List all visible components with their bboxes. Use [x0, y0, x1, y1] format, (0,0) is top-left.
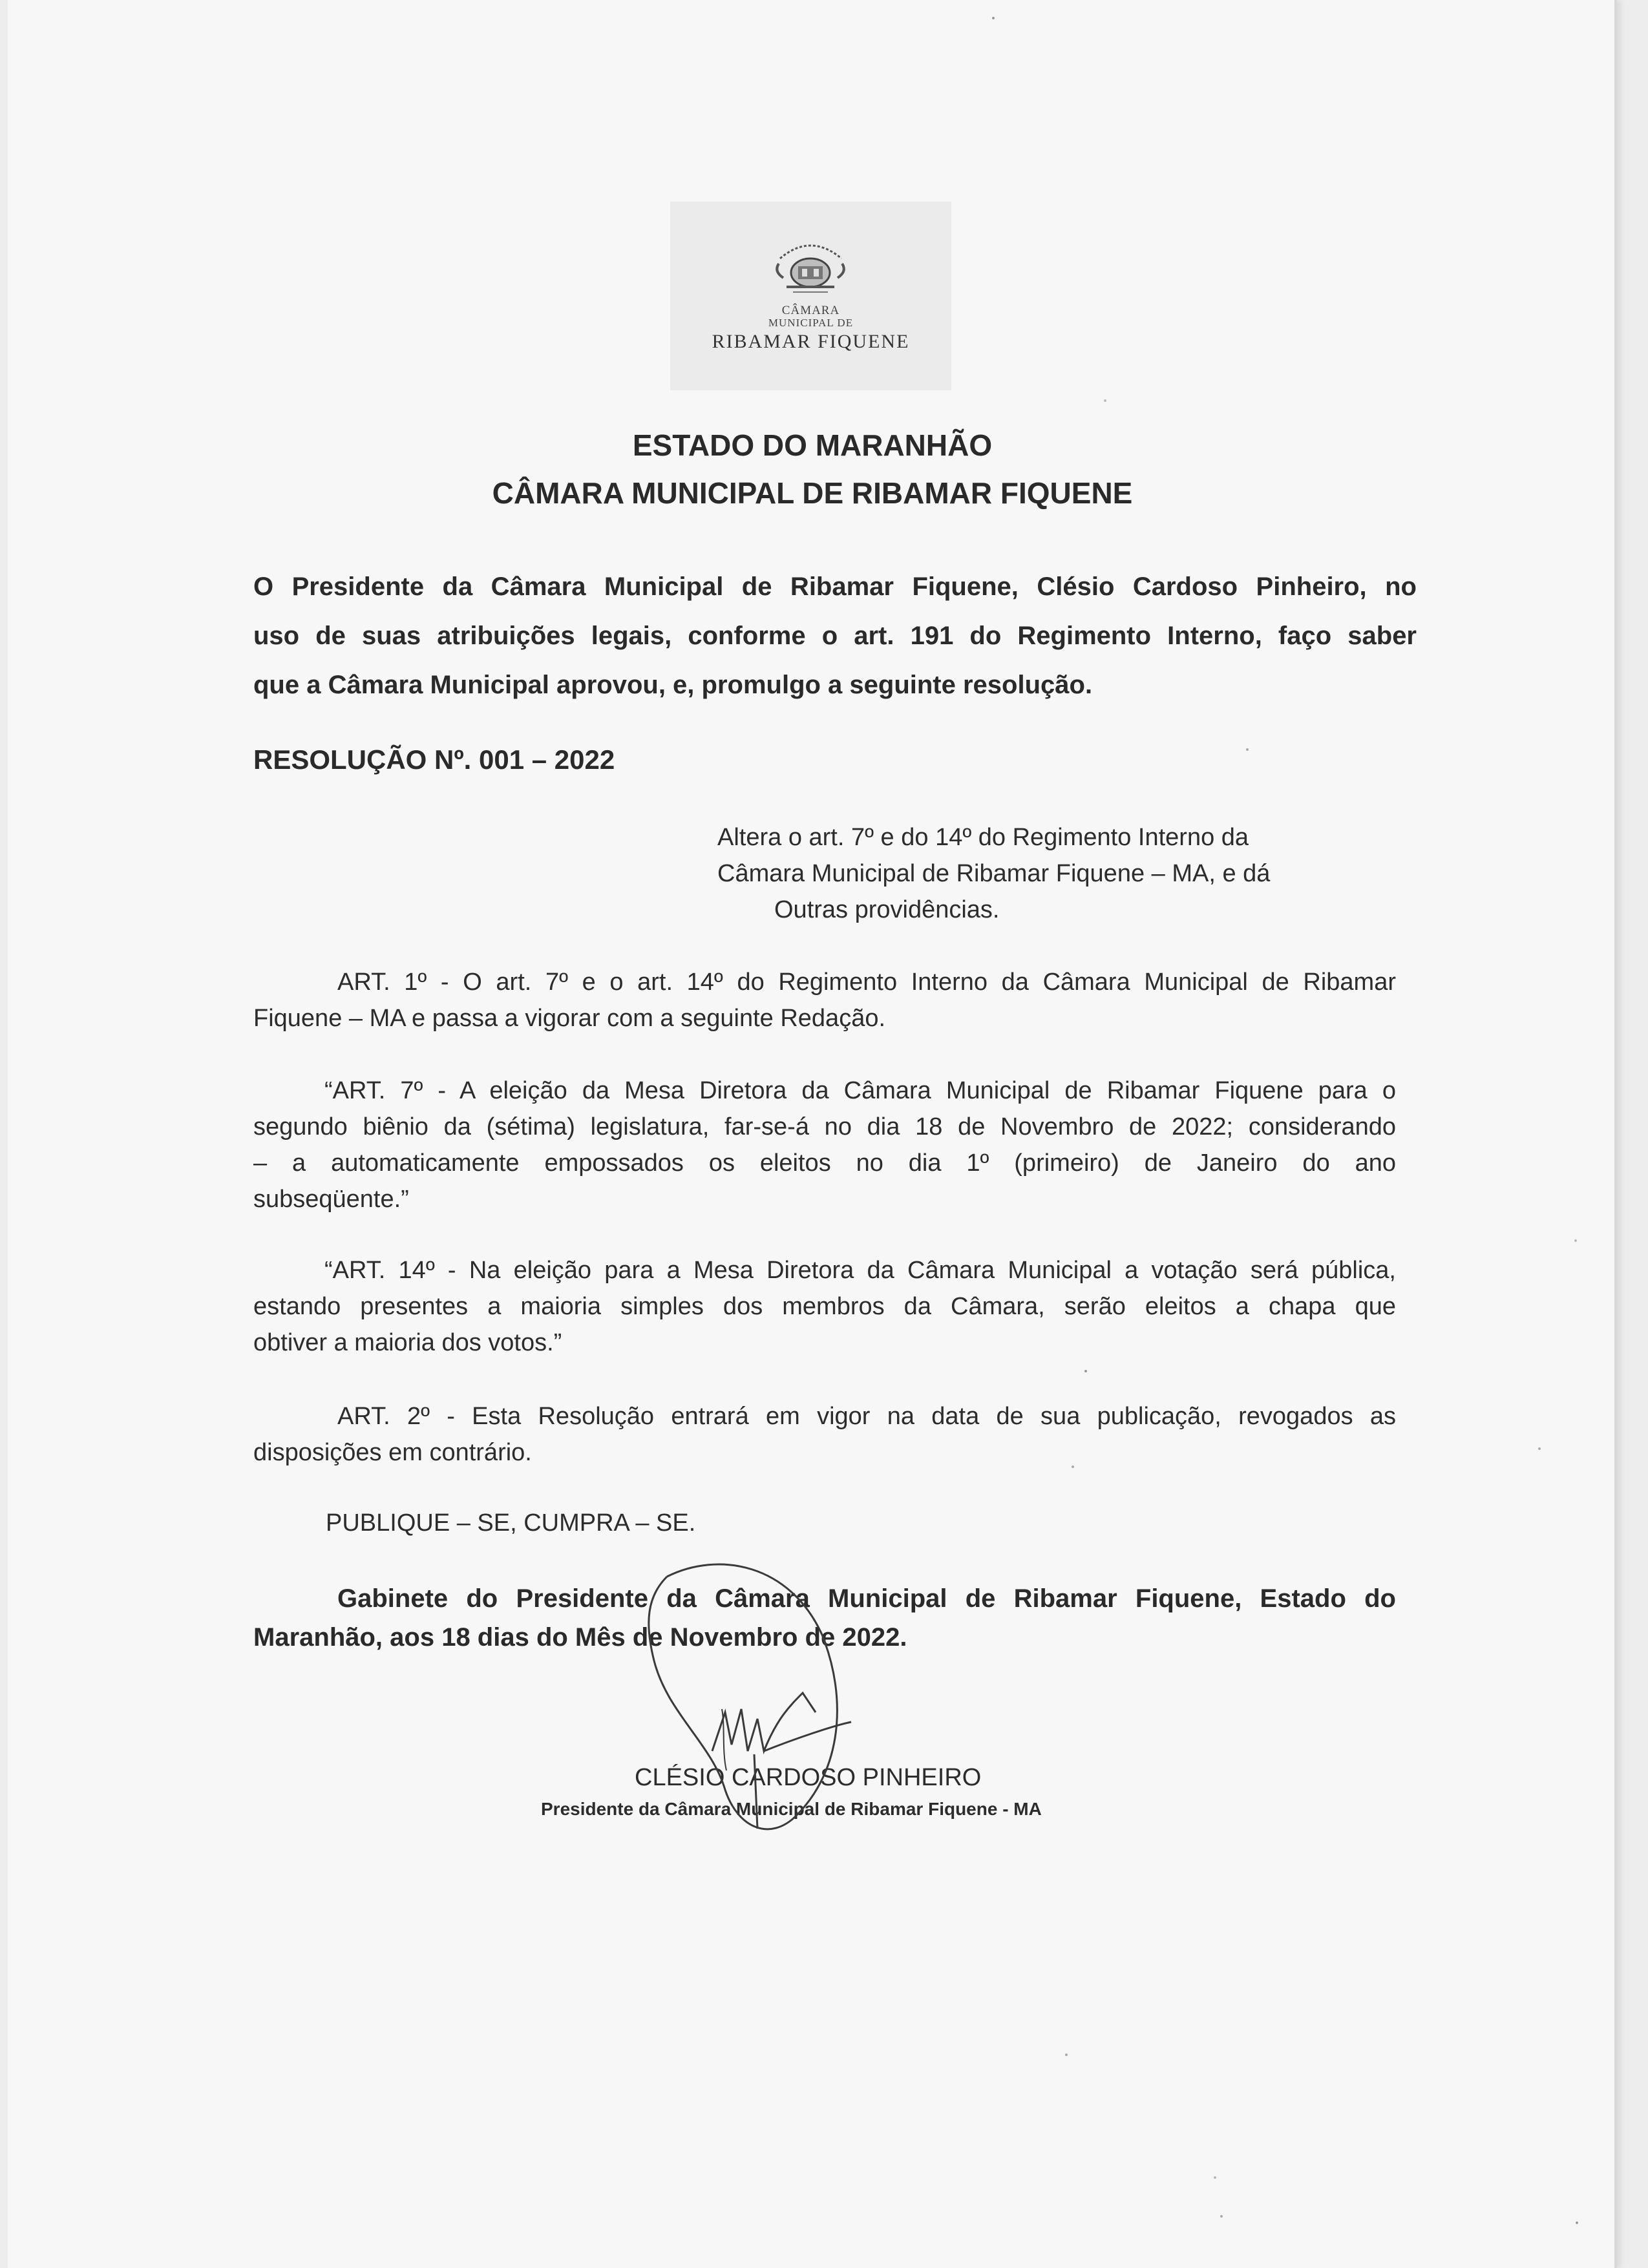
handwritten-signature — [628, 1557, 900, 1842]
article-1 — [253, 964, 1396, 1036]
article-line: “ART. 14º - Na eleição para a Mesa Diretora da Câmara Municipal a votação será pública, — [324, 1257, 1396, 1284]
article-line: disposições em contrário. — [253, 1439, 532, 1466]
intro-line: que a Câmara Municipal aprovou, e, promulgo a seguinte resolução. — [253, 671, 1093, 699]
logo-text-camara: CÂMARA — [781, 304, 840, 317]
coat-of-arms-icon — [761, 233, 861, 304]
article-line: subseqüente.” — [253, 1186, 409, 1213]
article-line: ART. 2º - Esta Resolução entrará em vigor na data de sua publicação, revogados as — [337, 1403, 1396, 1430]
document-page — [8, 0, 1617, 2268]
article-line: ART. 1º - O art. 7º e o art. 14º do Regimento Interno da Câmara Municipal de Ribamar — [337, 969, 1396, 996]
summary-line: Outras providências. — [774, 896, 1000, 923]
issuance-line: Gabinete do Presidente da Câmara Municipal de Ribamar Fiquene, Estado do — [337, 1584, 1396, 1613]
article-line: – a automaticamente empossados os eleitos no dia 1º (primeiro) de Janeiro do ano — [253, 1150, 1396, 1177]
article-line: Fiquene – MA e passa a vigorar com a seguinte Redação. — [253, 1005, 886, 1032]
chamber-heading: CÂMARA MUNICIPAL DE RIBAMAR FIQUENE — [492, 476, 1133, 510]
chamber-logo — [670, 202, 951, 390]
summary-line: Câmara Municipal de Ribamar Fiquene – MA, e dá — [717, 860, 1271, 887]
logo-text-city: RIBAMAR FIQUENE — [712, 331, 910, 352]
intro-paragraph — [253, 562, 1417, 709]
article-line: segundo biênio da (sétima) legislatura, far-se-á no dia 18 de Novembro de 2022; considerando — [253, 1113, 1396, 1140]
intro-line: uso de suas atribuições legais, conforme o art. 191 do Regimento Interno, faço saber — [253, 622, 1417, 650]
article-14-text — [253, 1252, 1396, 1361]
signatory-title: Presidente da Câmara Municipal de Ribamar Fiquene - MA — [541, 1799, 1042, 1819]
state-heading: ESTADO DO MARANHÃO — [632, 428, 993, 462]
resolution-summary — [717, 819, 1338, 928]
article-line: obtiver a maioria dos votos.” — [253, 1329, 562, 1356]
signatory-name: CLÉSIO CARDOSO PINHEIRO — [635, 1764, 982, 1791]
publication-order: PUBLIQUE – SE, CUMPRA – SE. — [326, 1509, 696, 1537]
article-line: “ART. 7º - A eleição da Mesa Diretora da Câmara Municipal de Ribamar Fiquene para o — [324, 1077, 1396, 1104]
issuance-line: Maranhão, aos 18 dias do Mês de Novembro de 2022. — [253, 1623, 907, 1652]
logo-text-municipal: MUNICIPAL DE — [768, 317, 854, 329]
article-line: estando presentes a maioria simples dos membros da Câmara, serão eleitos a chapa que — [253, 1293, 1396, 1320]
intro-line: O Presidente da Câmara Municipal de Ribamar Fiquene, Clésio Cardoso Pinheiro, no — [253, 572, 1417, 601]
resolution-number: RESOLUÇÃO Nº. 001 – 2022 — [253, 744, 615, 775]
article-7-text — [253, 1073, 1396, 1217]
article-2 — [253, 1398, 1396, 1471]
summary-line: Altera o art. 7º e do 14º do Regimento Interno da — [717, 824, 1249, 851]
